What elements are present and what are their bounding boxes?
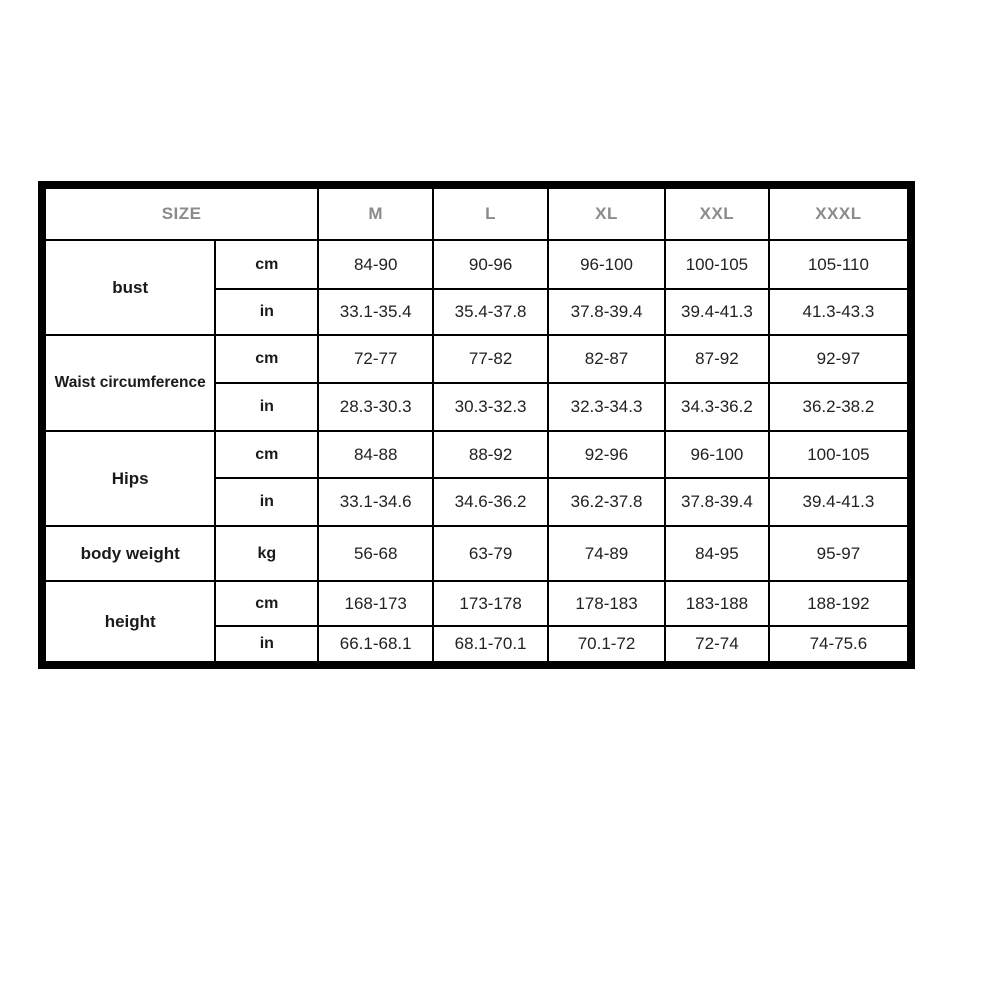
value-cell: 92-96 (548, 431, 665, 478)
table-row-height-cm (42, 581, 911, 626)
unit-label: cm (215, 581, 318, 626)
value-cell: 95-97 (769, 526, 911, 581)
value-cell: 90-96 (433, 240, 548, 289)
value-cell: 74-89 (548, 526, 665, 581)
value-cell: 34.3-36.2 (665, 383, 769, 431)
value-cell: 72-74 (665, 626, 769, 665)
row-label-bust: bust (42, 240, 215, 335)
row-label-waist: Waist circumference (42, 335, 215, 431)
row-label-weight: body weight (42, 526, 215, 581)
size-col-l: L (433, 185, 548, 240)
value-cell: 84-90 (318, 240, 433, 289)
value-cell: 32.3-34.3 (548, 383, 665, 431)
value-cell: 168-173 (318, 581, 433, 626)
table-row-bust-cm (42, 240, 911, 289)
value-cell: 96-100 (665, 431, 769, 478)
value-cell: 87-92 (665, 335, 769, 383)
value-cell: 37.8-39.4 (548, 289, 665, 335)
unit-label: kg (215, 526, 318, 581)
value-cell: 36.2-37.8 (548, 478, 665, 526)
value-cell: 105-110 (769, 240, 911, 289)
value-cell: 173-178 (433, 581, 548, 626)
value-cell: 178-183 (548, 581, 665, 626)
value-cell: 82-87 (548, 335, 665, 383)
value-cell: 84-95 (665, 526, 769, 581)
table-row-waist-cm (42, 335, 911, 383)
value-cell: 56-68 (318, 526, 433, 581)
unit-label: cm (215, 431, 318, 478)
value-cell: 39.4-41.3 (665, 289, 769, 335)
value-cell: 68.1-70.1 (433, 626, 548, 665)
value-cell: 96-100 (548, 240, 665, 289)
value-cell: 33.1-34.6 (318, 478, 433, 526)
value-cell: 36.2-38.2 (769, 383, 911, 431)
value-cell: 41.3-43.3 (769, 289, 911, 335)
value-cell: 100-105 (665, 240, 769, 289)
value-cell: 72-77 (318, 335, 433, 383)
unit-label: cm (215, 240, 318, 289)
value-cell: 39.4-41.3 (769, 478, 911, 526)
value-cell: 34.6-36.2 (433, 478, 548, 526)
value-cell: 183-188 (665, 581, 769, 626)
value-cell: 84-88 (318, 431, 433, 478)
value-cell: 77-82 (433, 335, 548, 383)
row-label-hips: Hips (42, 431, 215, 526)
value-cell: 92-97 (769, 335, 911, 383)
value-cell: 74-75.6 (769, 626, 911, 665)
value-cell: 66.1-68.1 (318, 626, 433, 665)
value-cell: 88-92 (433, 431, 548, 478)
value-cell: 30.3-32.3 (433, 383, 548, 431)
unit-label: cm (215, 335, 318, 383)
unit-label: in (215, 383, 318, 431)
value-cell: 37.8-39.4 (665, 478, 769, 526)
size-header-cell: SIZE (42, 185, 318, 240)
unit-label: in (215, 626, 318, 665)
value-cell: 188-192 (769, 581, 911, 626)
value-cell: 33.1-35.4 (318, 289, 433, 335)
header-row (42, 185, 911, 240)
row-label-height: height (42, 581, 215, 665)
unit-label: in (215, 478, 318, 526)
size-chart-table (38, 181, 915, 669)
size-col-xxl: XXL (665, 185, 769, 240)
value-cell: 35.4-37.8 (433, 289, 548, 335)
size-col-m: M (318, 185, 433, 240)
table-row-weight-kg (42, 526, 911, 581)
unit-label: in (215, 289, 318, 335)
size-col-xl: XL (548, 185, 665, 240)
table-row-hips-cm (42, 431, 911, 478)
value-cell: 70.1-72 (548, 626, 665, 665)
value-cell: 63-79 (433, 526, 548, 581)
size-col-xxxl: XXXL (769, 185, 911, 240)
value-cell: 100-105 (769, 431, 911, 478)
value-cell: 28.3-30.3 (318, 383, 433, 431)
